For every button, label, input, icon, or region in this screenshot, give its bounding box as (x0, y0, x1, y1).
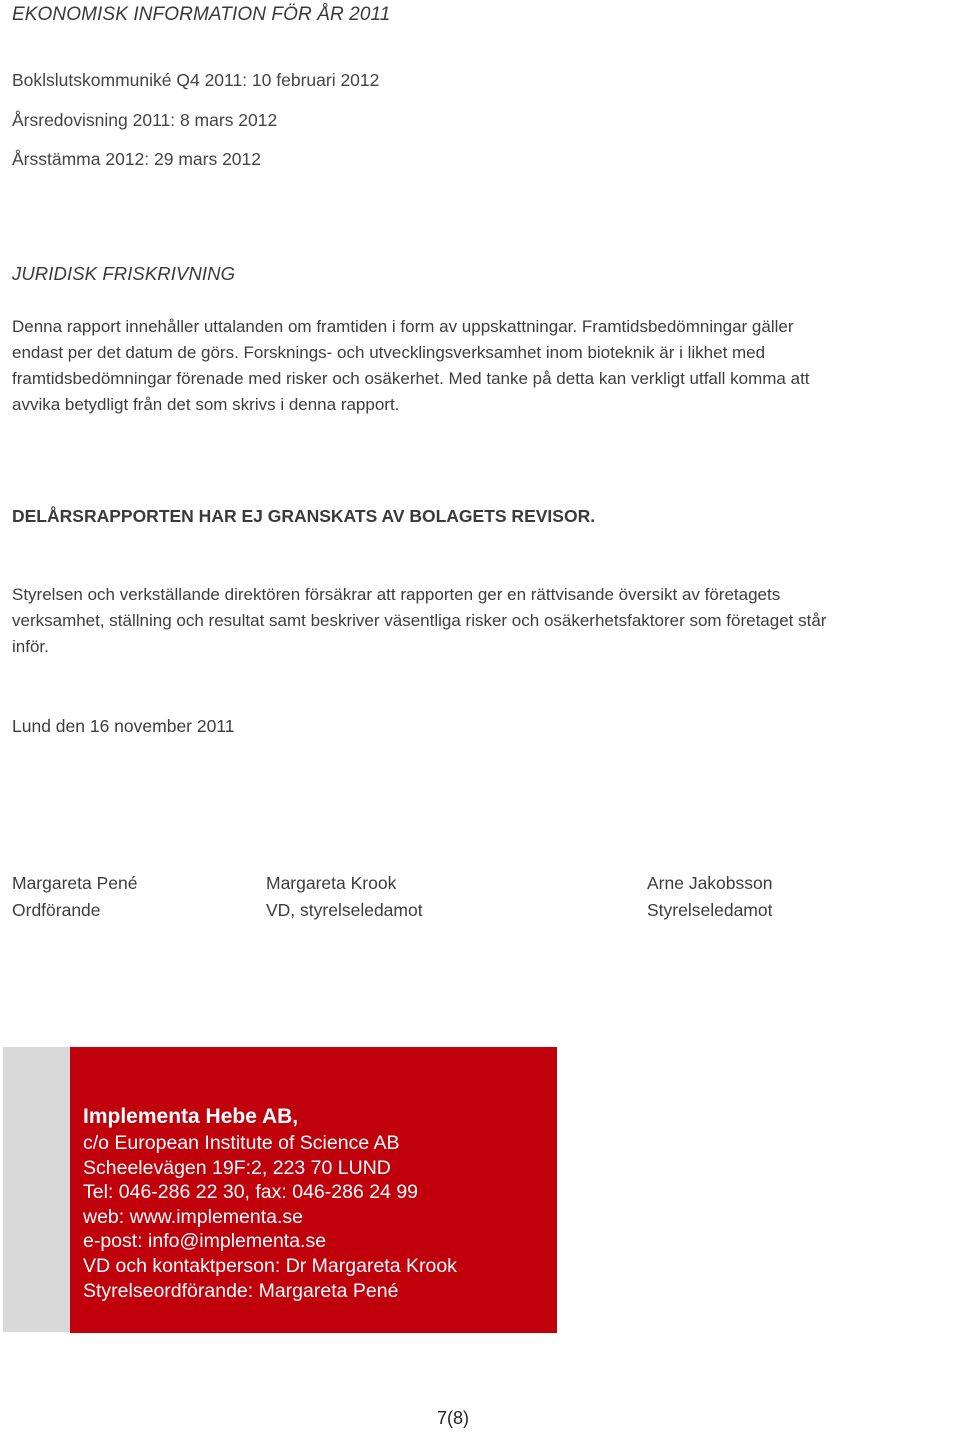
signatory-ceo (266, 870, 423, 924)
legal-line: avvika betydligt från det som skrivs i denna rapport. (12, 395, 400, 414)
legal-line: endast per det datum de görs. Forsknings- och utvecklingsverksamhet inom bioteknik är i likhet med (12, 343, 766, 362)
contact-box (70, 1047, 557, 1333)
contact-person: VD och kontaktperson: Dr Margareta Krook (83, 1254, 457, 1277)
contact-address-co: c/o European Institute of Science AB (83, 1132, 400, 1154)
econ-item-agm: Årsstämma 2012: 29 mars 2012 (12, 149, 262, 169)
audit-notice: DELÅRSRAPPORTEN HAR EJ GRANSKATS AV BOLAGETS REVISOR. (12, 506, 596, 526)
assurance-line: inför. (12, 637, 49, 656)
signatory-name: Arne Jakobsson (647, 873, 773, 893)
place-date: Lund den 16 november 2011 (12, 716, 235, 736)
signatory-name: Margareta Pené (12, 873, 138, 893)
legal-line: framtidsbedömningar förenade med risker och osäkerhet. Med tanke på detta kan verkligt utfall komma att (12, 369, 810, 388)
assurance-paragraph (12, 582, 957, 660)
company-name: Implementa Hebe AB, (83, 1105, 299, 1128)
signatory-role: Styrelseledamot (647, 900, 773, 920)
contact-phone: Tel: 046-286 22 30, fax: 046-286 24 99 (83, 1181, 419, 1204)
econ-item-report-date: Boklslutskommuniké Q4 2011: 10 februari 2012 (12, 70, 380, 90)
legal-heading: JURIDISK FRISKRIVNING (12, 263, 236, 284)
legal-paragraph (12, 314, 957, 418)
contact-chair: Styrelseordförande: Margareta Pené (83, 1279, 399, 1302)
page-number: 7(8) (437, 1408, 470, 1428)
assurance-line: Styrelsen och verkställande direktören försäkrar att rapporten ger en rättvisande översikt av företagets (12, 585, 781, 604)
legal-line: Denna rapport innehåller uttalanden om framtiden i form av uppskattningar. Framtidsbedömningar gäller (12, 317, 794, 336)
contact-email: e-post: info@implementa.se (83, 1230, 327, 1253)
assurance-line: verksamhet, ställning och resultat samt beskriver väsentliga risker och osäkerhetsfaktorer som företaget står (12, 611, 827, 630)
signatory-board-member (647, 870, 773, 924)
signatory-chair (12, 870, 138, 924)
econ-item-annual-report: Årsredovisning 2011: 8 mars 2012 (12, 110, 278, 130)
signatory-role: Ordförande (12, 900, 101, 920)
contact-web: web: www.implementa.se (83, 1205, 304, 1228)
contact-gray-panel (3, 1047, 72, 1332)
signatory-role: VD, styrelseledamot (266, 900, 423, 920)
signatory-name: Margareta Krook (266, 873, 397, 893)
contact-street: Scheelevägen 19F:2, 223 70 LUND (83, 1156, 391, 1179)
econ-heading: EKONOMISK INFORMATION FÖR ÅR 2011 (12, 4, 391, 25)
